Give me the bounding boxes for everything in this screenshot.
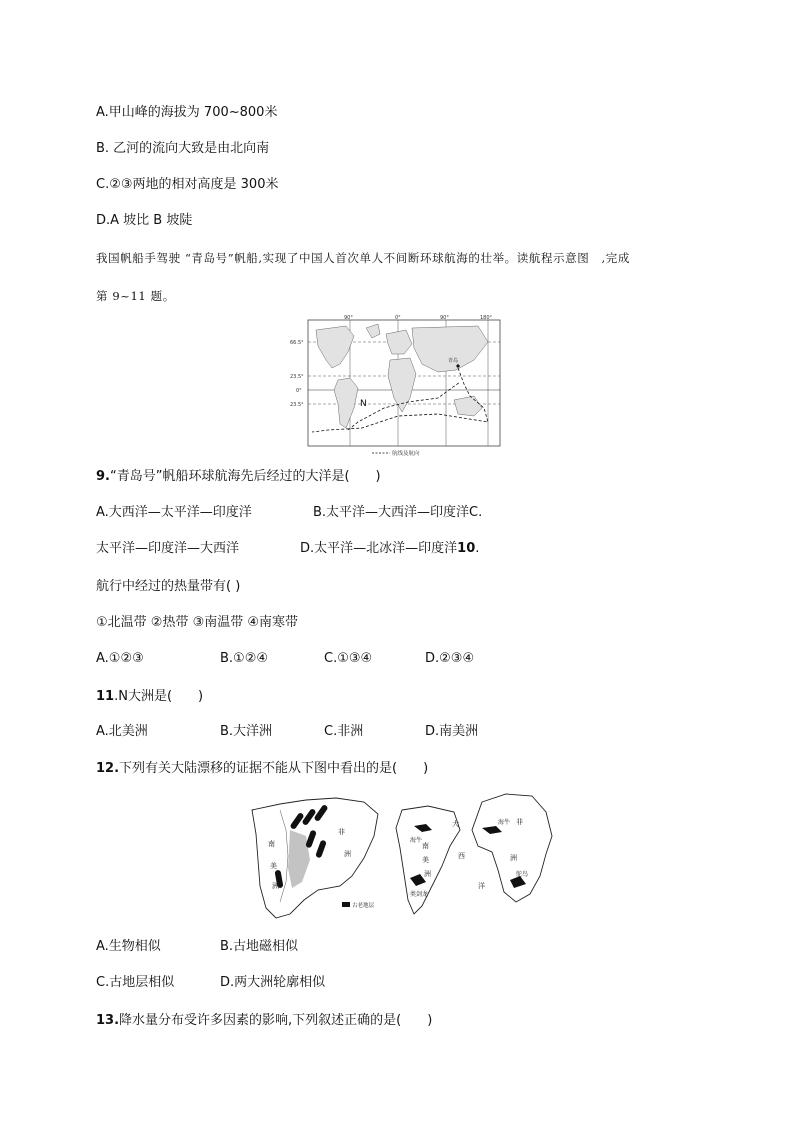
q9-option-c: 太平洋—印度洋—大西洋 — [96, 541, 240, 556]
q9-option-a: A.大西洋—太平洋—印度洋 — [96, 505, 252, 520]
q9-option-d — [300, 540, 479, 558]
q10-option-b: B.①②④ — [220, 651, 269, 666]
left-label-nan: 南 — [268, 840, 275, 848]
intro-line-1: 我国帆船手驾驶 “青岛号”帆船,实现了中国人首次单人不间断环球航海的壮举。读航程示意图 ,完成 — [96, 251, 630, 265]
option-c-prev: C.②③两地的相对高度是 300米 — [96, 177, 279, 192]
map-lat-label: 66.5° — [290, 340, 304, 346]
map-label-qingdao: 青岛 — [448, 358, 459, 364]
separated-continents-panel — [396, 794, 552, 914]
map-lat-label: 23.5° — [290, 374, 304, 380]
continental-drift-figure — [246, 790, 558, 924]
world-route-map — [288, 312, 506, 458]
right-label-hainiu-right: 海牛 — [498, 819, 511, 826]
right-label-mei: 美 — [422, 856, 429, 864]
question-9-text: “青岛号”帆船环球航海先后经过的大洋是( ) — [109, 469, 381, 484]
map-lon-label: 180° — [480, 315, 493, 321]
map-lon-label: 90° — [440, 315, 449, 321]
question-9 — [96, 468, 381, 486]
question-10-number: 10 — [457, 541, 476, 556]
right-label-yang: 洋 — [478, 882, 485, 890]
map-lat-label: 23.5° — [290, 402, 304, 408]
left-label-fei: 非 — [338, 828, 345, 836]
right-label-hainiu-left: 海牛 — [410, 837, 423, 844]
option-b-prev: B. 乙河的流向大致是由北向南 — [96, 141, 270, 156]
q9-option-b: B.太平洋—大西洋—印度洋C. — [313, 505, 483, 520]
q9-option-d-text: D.太平洋—北冰洋—印度洋 — [300, 541, 458, 556]
left-label-mei: 美 — [270, 862, 277, 870]
question-13 — [96, 1012, 432, 1030]
question-11-number: 11 — [96, 689, 115, 704]
question-9-number: 9. — [96, 469, 110, 484]
q10-option-d: D.②③④ — [425, 651, 475, 666]
question-12-number: 12. — [96, 761, 120, 776]
right-label-da: 大 — [452, 820, 459, 828]
q11-option-c: C.非洲 — [324, 724, 364, 739]
q11-option-a: A.北美洲 — [96, 724, 148, 739]
q10-option-c: C.①③④ — [324, 651, 373, 666]
map-lon-label: 90° — [344, 315, 353, 321]
question-13-text: 降水量分布受许多因素的影响,下列叙述正确的是( ) — [119, 1013, 433, 1028]
q12-option-c: C.古地层相似 — [96, 975, 175, 990]
q10-option-a: A.①②③ — [96, 651, 144, 666]
question-10-items: ①北温带 ②热带 ③南温带 ④南寒带 — [96, 615, 299, 630]
question-11-text: .N大洲是( ) — [114, 689, 204, 704]
right-label-nan: 南 — [422, 842, 429, 850]
question-11 — [96, 688, 203, 706]
q11-option-d: D.南美洲 — [425, 724, 479, 739]
question-12 — [96, 760, 428, 778]
q12-option-a: A.生物相似 — [96, 939, 161, 954]
left-legend: 古老地层 — [352, 903, 375, 909]
q12-option-b: B.古地磁相似 — [220, 939, 299, 954]
right-label-fei: 非 — [516, 818, 523, 826]
q11-option-b: B.大洋洲 — [220, 724, 273, 739]
right-label-tuoniao: 鸵鸟 — [516, 871, 529, 878]
left-label-zhou: 洲 — [272, 882, 279, 890]
q12-option-d: D.两大洲轮廓相似 — [220, 975, 326, 990]
option-d-prev: D.A 坡比 B 坡陡 — [96, 213, 193, 228]
map-legend: 航线及航向 — [392, 451, 420, 457]
map-label-n: N — [360, 399, 367, 409]
question-12-text: 下列有关大陆漂移的证据不能从下图中看出的是( ) — [119, 761, 429, 776]
right-label-leijiluo: 类剑龙 — [410, 891, 429, 898]
left-label-zhou2: 洲 — [344, 850, 351, 858]
right-label-zhou: 洲 — [424, 870, 431, 878]
option-a-prev: A.甲山峰的海拔为 700~800米 — [96, 105, 278, 120]
right-label-zhou2: 洲 — [510, 854, 517, 862]
map-lat-label: 0° — [296, 388, 302, 394]
map-lon-label: 0° — [395, 315, 401, 321]
question-10-text: 航行中经过的热量带有( ) — [96, 579, 241, 594]
question-10-dot: . — [475, 541, 480, 556]
right-label-xi: 西 — [458, 852, 465, 860]
fitted-continents-panel — [252, 798, 378, 918]
question-13-number: 13. — [96, 1013, 120, 1028]
intro-line-2: 第 9~11 题。 — [96, 289, 175, 303]
